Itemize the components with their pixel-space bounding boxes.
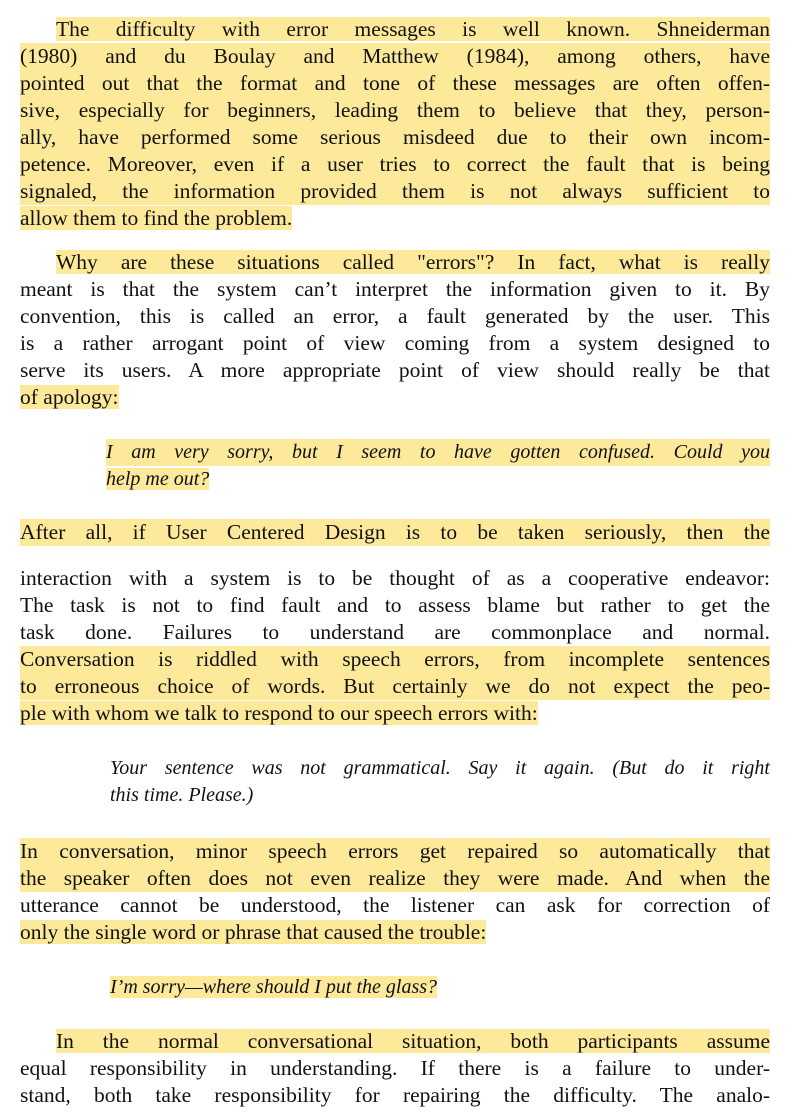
text-line: only the single word or phrase that caused the trouble: xyxy=(20,920,487,944)
text-line: ple with whom we talk to respond to our speech errors with: xyxy=(20,701,538,725)
text-line: sive, especially for beginners, leading them to believe that they, person- xyxy=(20,98,770,122)
quote-grammatical xyxy=(110,755,770,809)
text-line: pointed out that the format and tone of these messages are often offen- xyxy=(20,71,770,95)
quote-line: help me out? xyxy=(106,468,210,490)
quote-apology xyxy=(106,439,770,493)
text-line: meant is that the system can’t interpret the information given to it. By xyxy=(20,277,770,301)
text-line: convention, this is called an error, a fault generated by the user. This xyxy=(20,304,770,328)
paragraph-error-messages xyxy=(20,16,770,232)
text-line: After all, if User Centered Design is to be taken seriously, then the xyxy=(20,520,770,544)
text-line: utterance cannot be understood, the listener can ask for correction of xyxy=(20,893,770,917)
text-line: In conversation, minor speech errors get repaired so automatically that xyxy=(20,839,770,863)
text-line: Conversation is riddled with speech errors, from incomplete sentences xyxy=(20,647,770,671)
text-line: (1980) and du Boulay and Matthew (1984), among others, have xyxy=(20,44,770,68)
text-line: The task is not to find fault and to assess blame but rather to get the xyxy=(20,593,770,617)
paragraph-conversation-repair xyxy=(20,838,770,946)
text-line: The difficulty with error messages is well known. Shneiderman xyxy=(56,17,770,41)
text-line: equal responsibility in understanding. If there is a failure to under- xyxy=(20,1056,770,1080)
quote-line: I’m sorry—where should I put the glass? xyxy=(110,976,438,998)
text-line: petence. Moreover, even if a user tries to correct the fault that is being xyxy=(20,152,770,176)
text-line: allow them to find the problem. xyxy=(20,206,293,230)
text-line: stand, both take responsibility for repairing the difficulty. The analo- xyxy=(20,1083,770,1107)
text-line: task done. Failures to understand are commonplace and normal. xyxy=(20,620,770,644)
text-line: is a rather arrogant point of view coming from a system designed to xyxy=(20,331,770,355)
quote-line: Your sentence was not grammatical. Say it again. (But do it right xyxy=(110,757,770,779)
text-line: the speaker often does not even realize they were made. And when the xyxy=(20,866,770,890)
paragraph-why-errors xyxy=(20,249,770,411)
paragraph-cooperative-endeavor xyxy=(20,565,770,727)
text-line: In the normal conversational situation, both participants assume xyxy=(56,1029,770,1053)
text-line: serve its users. A more appropriate point of view should really be that xyxy=(20,358,770,382)
quote-line: I am very sorry, but I seem to have gotten confused. Could you xyxy=(106,439,770,466)
text-line: signaled, the information provided them is not always sufficient to xyxy=(20,179,770,203)
text-line: interaction with a system is to be thought of as a cooperative endeavor: xyxy=(20,566,770,590)
paragraph-equal-responsibility xyxy=(20,1028,770,1109)
paragraph-user-centered-design xyxy=(20,519,770,546)
text-line: of apology: xyxy=(20,385,119,409)
text-line: ally, have performed some serious misdeed due to their own incom- xyxy=(20,125,770,149)
text-line: Why are these situations called "errors"? In fact, what is really xyxy=(56,250,770,274)
quote-glass xyxy=(110,974,770,1001)
text-line: to erroneous choice of words. But certainly we do not expect the peo- xyxy=(20,674,770,698)
quote-line: this time. Please.) xyxy=(110,784,254,806)
